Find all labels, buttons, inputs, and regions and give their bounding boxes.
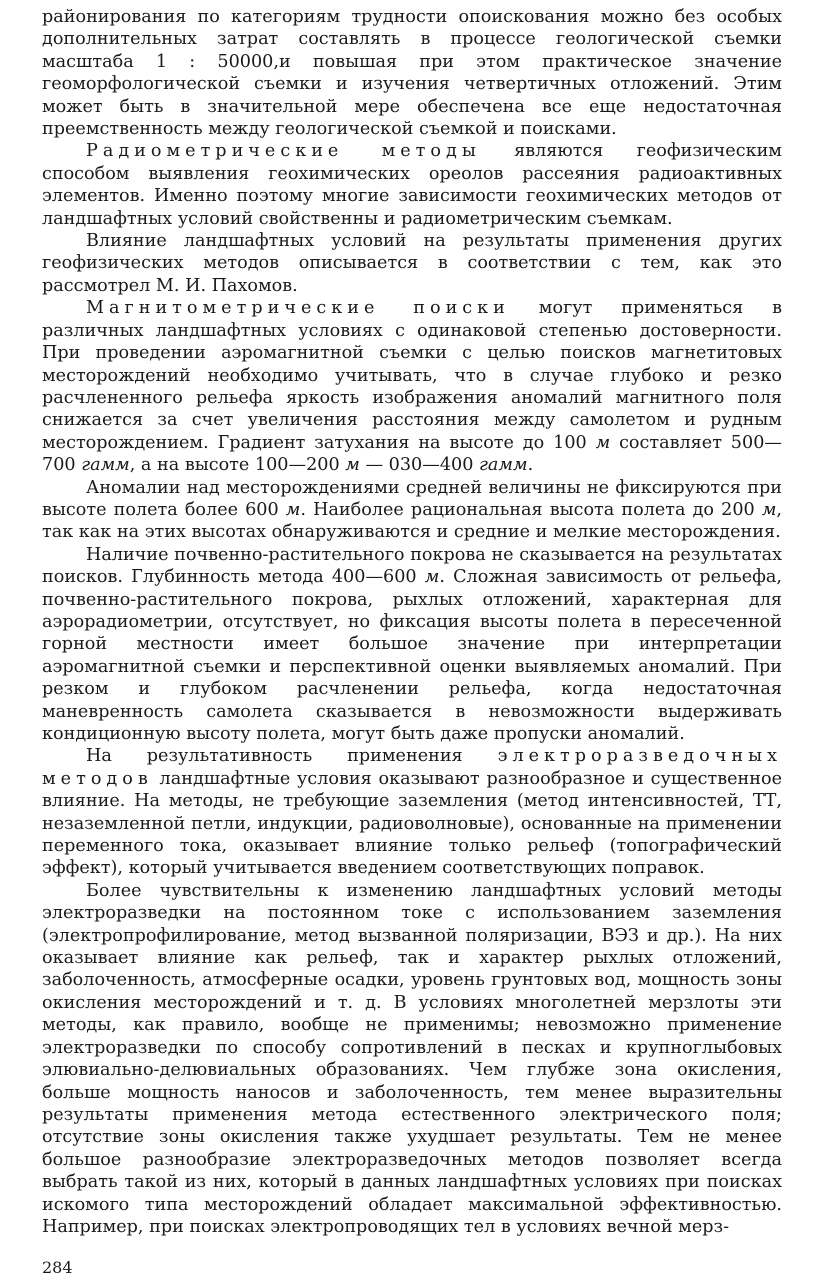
text-run: . Наиболее рациональная высота полета до 200	[300, 499, 762, 520]
text-run: районирования по категориям трудности опоискования можно без особых дополнительных затрат составлять в процессе геологической съемки масштаба 1 : 50000,и повышая при этом практическое значение геоморфологической съемки и изучения четвертичных отложений. Этим может быть в значительной мере обеспечена все еще недостаточная преемственность между геологической съемкой и поисками.	[42, 7, 782, 140]
unit-italic: гамм	[81, 455, 130, 476]
text-run: являются геофизическим способом выявления геохимических ореолов рассеяния радиоактивных элементов. Именно поэтому многие зависимости геохимических методов от ландшафтных условий свойственны и радиометрическим съемкам.	[42, 141, 782, 229]
paragraph	[42, 297, 782, 476]
text-run: Аномалии над месторождениями средней величины не фиксируются при высоте полета более 600	[42, 477, 782, 520]
text-run: , так как на этих высотах обнаруживаются и средние и мелкие месторождения.	[42, 499, 782, 543]
page-text	[42, 6, 782, 1238]
paragraph	[42, 6, 782, 140]
unit-italic: гамм	[479, 455, 528, 476]
unit-italic: м	[761, 499, 777, 520]
text-run: составляет 500—700	[42, 432, 782, 476]
spaced-term: Радиометрические методы	[86, 141, 481, 162]
text-run: . Сложная зависимость от рельефа, почвенно-растительного покрова, рыхлых отложений, характерная для аэрорадиометрии, отсутствует, но фиксация высоты полета в пересеченной горной местности имеет большое значение при интерпретации аэромагнитной съемки и перспективной оценки выявляемых аномалий. При резком и глубоком расчленении рельефа, когда недостаточная маневренность самолета сказывается в невозможности выдерживать кондиционную высоту полета, могут быть даже пропуски аномалий.	[42, 567, 783, 744]
unit-italic: м	[424, 567, 440, 588]
page-number: 284	[42, 1258, 73, 1277]
text-run: На результативность применения	[86, 746, 498, 767]
paragraph	[42, 880, 782, 1239]
unit-italic: м	[285, 499, 301, 520]
paragraph	[42, 140, 782, 230]
text-run: Влияние ландшафтных условий на результаты применения других геофизических методов описывается в соответствии с тем, как это рассмотрел М. И. Пахомов.	[42, 231, 782, 296]
unit-italic: м	[345, 455, 360, 476]
spaced-term: Магнитометрические поиски	[86, 298, 510, 319]
paragraph	[42, 745, 782, 879]
paragraph	[42, 230, 782, 297]
paragraph	[42, 544, 782, 746]
text-run: ландшафтные условия оказывают разнообразное и существенное влияние. На методы, не требующие заземления (метод интенсивностей, ТТ, незаземленной петли, индукции, радиоволновые), основанные на применении переменного тока, оказывает влияние только рельеф (топографический эффект), который учитывается введением соответствующих поправок.	[42, 768, 782, 879]
text-run: Более чувствительны к изменению ландшафтных условий методы электроразведки на постоянном токе с использованием заземления (электропрофилирование, метод вызванной поляризации, ВЭЗ и др.). На них оказывает влияние как рельеф, так и характер рыхлых отложений, заболоченность, атмосферные осадки, уровень грунтовых вод, мощность зоны окисления месторождений и т. д. В условиях многолетней мерзлоты эти методы, как правило, вообще не применимы; невозможно применение электроразведки по способу сопротивлений в песках и крупноглыбовых элювиально-делювиальных образованиях. Чем глубже зона окисления, больше мощность наносов и заболоченность, тем менее выразительны результаты применения метода естественного электрического поля; отсутствие зоны окисления также ухудшает результаты. Тем не менее большое разнообразие электроразведочных методов позволяет всегда выбрать такой из них, который в данных ландшафтных условиях при поисках искомого типа месторождений обладает максимальной эффективностью. Например, при поисках электропроводящих тел в условиях вечной мерз-	[42, 880, 782, 1237]
text-run: могут применяться в различных ландшафтных условиях с одинаковой степенью достоверности. При проведении аэромагнитной съемки с целью поисков магнетитовых месторождений необходимо учитывать, что в случае глубоко и резко расчлененного рельефа яркость изображения аномалий магнитного поля снижается за счет увеличения расстояния между самолетом и рудным месторождением. Градиент затухания на высоте до 100	[42, 298, 782, 453]
spaced-term: электроразведочных методов	[42, 746, 782, 789]
text-run: Наличие почвенно-растительного покрова не сказывается на результатах поисков. Глубинность метода 400—600	[42, 544, 782, 588]
unit-italic: м	[595, 432, 611, 453]
text-run: — 030—400	[359, 455, 479, 476]
paragraph	[42, 477, 782, 544]
text-run: , а на высоте 100—200	[129, 455, 346, 476]
text-run: .	[527, 455, 534, 476]
